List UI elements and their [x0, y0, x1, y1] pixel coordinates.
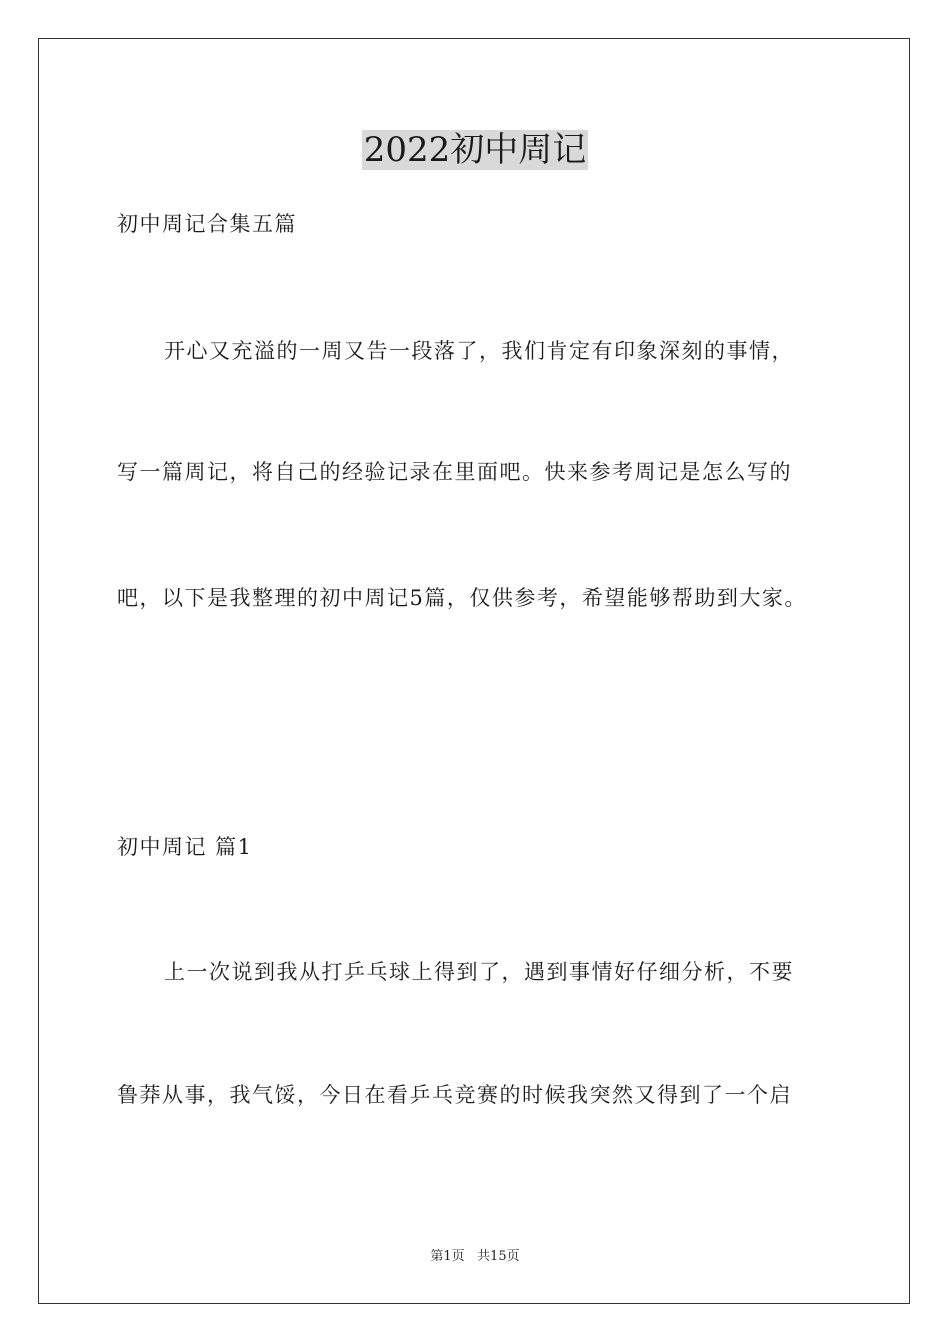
intro-line-2: 写一篇周记，将自己的经验记录在里面吧。快来参考周记是怎么写的 — [117, 460, 792, 484]
document-subtitle: 初中周记合集五篇 — [117, 212, 297, 236]
document-title-text: 2022初中周记 — [363, 130, 587, 170]
section-heading: 初中周记 篇1 — [117, 835, 253, 859]
intro-line-1: 开心又充溢的一周又告一段落了，我们肯定有印象深刻的事情， — [164, 339, 794, 363]
page-number-footer: 第1页 共15页 — [430, 1249, 520, 1264]
intro-line-3: 吧，以下是我整理的初中周记5篇，仅供参考，希望能够帮助到大家。 — [117, 586, 807, 610]
body-line-1: 上一次说到我从打乒乓球上得到了，遇到事情好仔细分析，不要 — [164, 960, 794, 984]
body-line-2: 鲁莽从事，我气馁，今日在看乒乓竞赛的时候我突然又得到了一个启 — [117, 1083, 792, 1107]
document-title — [0, 128, 950, 172]
